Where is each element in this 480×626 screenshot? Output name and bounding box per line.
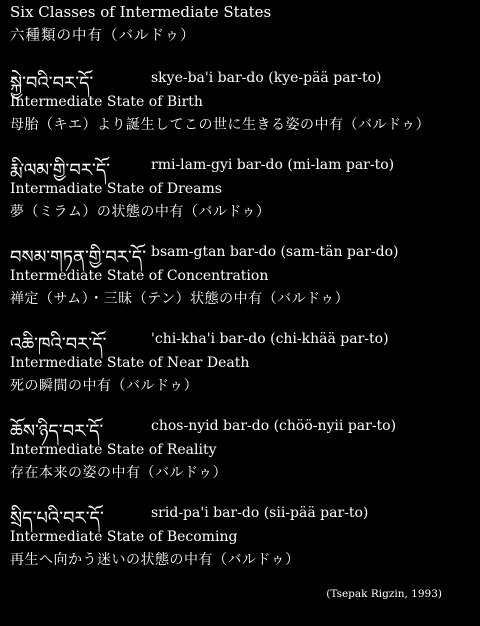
entry-birth [10,64,475,144]
japanese-name: 存在本来の姿の中有（バルドゥ） [10,465,228,481]
english-name: Intermediate State of Reality [10,442,217,458]
tibetan-term: སྐྱེ་བའི་བར་དོ་ [10,73,94,94]
entry-dreams [10,151,475,231]
japanese-name: 母胎（キエ）より誕生してこの世に生きる姿の中有（バルドゥ） [10,117,431,133]
japanese-name: 再生へ向かう迷いの状態の中有（バルドゥ） [10,552,300,568]
tibetan-term: འཆི་ཁའི་བར་དོ་ [10,334,107,355]
tibetan-term: རྨི་ལམ་གྱི་བར་དོ་ [10,160,111,181]
transliteration: rmi-lam-gyi bar-do (mi-lam par-to) [151,157,395,173]
japanese-name: 夢（ミラム）の状態の中有（バルドゥ） [10,204,271,220]
japanese-name: 死の瞬間の中有（バルドゥ） [10,378,199,394]
tibetan-term: སྲིད་པའི་བར་དོ་ [10,508,104,529]
transliteration: skye-ba'i bar-do (kye-pää par-to) [151,70,382,86]
transliteration: chos-nyid bar-do (chöö-nyii par-to) [151,418,397,434]
english-name: Intermediate State of Birth [10,94,203,110]
english-name: Intermediate State of Concentration [10,268,269,284]
tibetan-term: ཆོས་ཉིད་བར་དོ་ [10,421,104,442]
entry-reality [10,412,475,492]
citation: (Tsepak Rigzin, 1993) [326,588,442,600]
transliteration: bsam-gtan bar-do (sam-tän par-do) [151,244,399,260]
japanese-name: 禅定（サム）・三昧（テン）状態の中有（バルドゥ） [10,291,350,307]
page-title: Six Classes of Intermediate States [10,3,272,21]
entry-becoming [10,499,475,579]
entry-concentration [10,238,475,318]
english-name: Intermediate State of Becoming [10,529,238,545]
page-title-japanese: 六種類の中有（バルドゥ） [10,28,196,44]
english-name: Intermediate State of Near Death [10,355,250,371]
english-name: Intermadiate State of Dreams [10,181,222,197]
tibetan-term: བསམ་གཏན་གྱི་བར་དོ་ [10,247,146,268]
entry-near-death [10,325,475,405]
transliteration: 'chi-kha'i bar-do (chi-khää par-to) [151,331,389,347]
transliteration: srid-pa'i bar-do (sii-pää par-to) [151,505,369,521]
